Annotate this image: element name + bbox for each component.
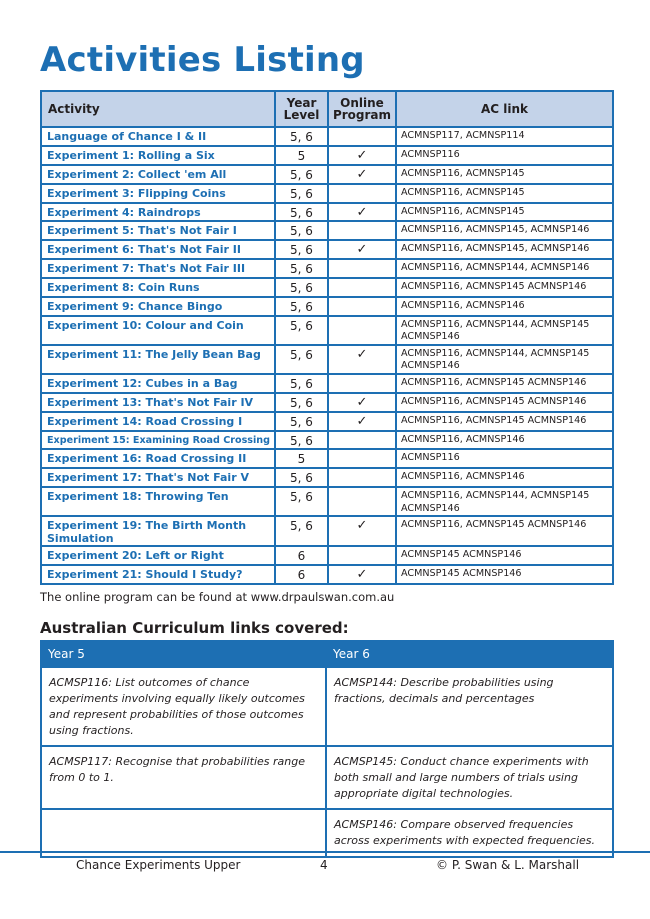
table-row: [41, 297, 613, 316]
year-level: 5, 6: [275, 240, 328, 259]
table-row: [41, 184, 613, 203]
table-row: [41, 431, 613, 450]
activity-name: Experiment 17: That's Not Fair V: [41, 468, 275, 487]
online-check: ✓: [328, 203, 396, 222]
header-year-level: [275, 91, 328, 127]
footer-copyright: © P. Swan & L. Marshall: [436, 858, 580, 872]
year-level: 6: [275, 565, 328, 584]
ac-link: ACMNSP116, ACMNSP145: [396, 184, 613, 203]
activity-name: Experiment 2: Collect 'em All: [41, 165, 275, 184]
year-6-outcome: ACMSP144: Describe probabilities using fractions, decimals and percentages: [326, 667, 613, 746]
year-level: 5: [275, 146, 328, 165]
online-check: ✓: [328, 393, 396, 412]
table-row: [41, 221, 613, 240]
ac-link: ACMNSP116, ACMNSP144, ACMNSP145 ACMNSP146: [396, 316, 613, 345]
year-level: 5, 6: [275, 297, 328, 316]
activity-name: Experiment 18: Throwing Ten: [41, 487, 275, 516]
page-title: Activities Listing: [40, 40, 365, 80]
links-header-row: [41, 641, 613, 667]
footer-book-title: Chance Experiments Upper: [76, 858, 241, 872]
activity-name: Experiment 21: Should I Study?: [41, 565, 275, 584]
header-activity: Activity: [41, 91, 275, 127]
table-row: [41, 240, 613, 259]
online-check: ✓: [328, 165, 396, 184]
header-year-line1: Year: [286, 96, 317, 110]
table-row: [41, 203, 613, 222]
year-5-outcome: [41, 809, 326, 857]
online-check: ✓: [328, 146, 396, 165]
activity-name: Experiment 12: Cubes in a Bag: [41, 374, 275, 393]
table-row: [41, 278, 613, 297]
year-level: 5: [275, 449, 328, 468]
online-check: [328, 487, 396, 516]
ac-link: ACMNSP116, ACMNSP145, ACMNSP146: [396, 221, 613, 240]
ac-link: ACMNSP116, ACMNSP145 ACMNSP146: [396, 412, 613, 431]
ac-link: ACMNSP116, ACMNSP145 ACMNSP146: [396, 516, 613, 546]
header-online-line2: Program: [332, 108, 392, 122]
table-row: [41, 449, 613, 468]
footer-page-number: 4: [320, 858, 328, 872]
header-online-line1: Online: [340, 96, 384, 110]
year-6-outcome: ACMSP145: Conduct chance experiments with both small and large numbers of trials using appropriate digital technologies.: [326, 746, 613, 809]
year-level: 5, 6: [275, 184, 328, 203]
links-row: [41, 746, 613, 809]
ac-link: ACMNSP116, ACMNSP145 ACMNSP146: [396, 374, 613, 393]
table-row: [41, 127, 613, 146]
online-check: [328, 297, 396, 316]
year-level: 5, 6: [275, 221, 328, 240]
activity-name: Experiment 6: That's Not Fair II: [41, 240, 275, 259]
activity-name: Experiment 13: That's Not Fair IV: [41, 393, 275, 412]
ac-link: ACMNSP116: [396, 146, 613, 165]
online-check: [328, 449, 396, 468]
footer-divider: [0, 851, 650, 853]
online-check: [328, 259, 396, 278]
header-online-program: [328, 91, 396, 127]
online-check: [328, 468, 396, 487]
year-level: 5, 6: [275, 278, 328, 297]
activity-name: Experiment 9: Chance Bingo: [41, 297, 275, 316]
year-level: 5, 6: [275, 487, 328, 516]
ac-link: ACMNSP116, ACMNSP144, ACMNSP145 ACMNSP146: [396, 487, 613, 516]
activity-name: Experiment 10: Colour and Coin: [41, 316, 275, 345]
online-check: [328, 278, 396, 297]
ac-link: ACMNSP116, ACMNSP145 ACMNSP146: [396, 278, 613, 297]
curriculum-links-table: [40, 640, 614, 858]
ac-link: ACMNSP145 ACMNSP146: [396, 546, 613, 565]
table-row: [41, 487, 613, 516]
table-row: [41, 374, 613, 393]
activities-header-row: [41, 91, 613, 127]
online-program-note: The online program can be found at www.drpaulswan.com.au: [40, 590, 395, 604]
online-check: [328, 374, 396, 393]
year-level: 5, 6: [275, 374, 328, 393]
year-level: 5, 6: [275, 412, 328, 431]
year-level: 5, 6: [275, 345, 328, 374]
year-level: 5, 6: [275, 127, 328, 146]
activity-name: Experiment 8: Coin Runs: [41, 278, 275, 297]
year-level: 5, 6: [275, 165, 328, 184]
header-year-6: Year 6: [326, 641, 613, 667]
online-check: ✓: [328, 240, 396, 259]
table-row: [41, 393, 613, 412]
year-level: 5, 6: [275, 259, 328, 278]
table-row: [41, 259, 613, 278]
activities-table: [40, 90, 614, 585]
table-row: [41, 565, 613, 584]
links-row: [41, 667, 613, 746]
links-row: [41, 809, 613, 857]
ac-link: ACMNSP116, ACMNSP145: [396, 165, 613, 184]
table-row: [41, 345, 613, 374]
year-level: 5, 6: [275, 316, 328, 345]
activity-name: Experiment 4: Raindrops: [41, 203, 275, 222]
online-check: ✓: [328, 412, 396, 431]
activity-name: Experiment 16: Road Crossing II: [41, 449, 275, 468]
ac-link: ACMNSP116, ACMNSP145, ACMNSP146: [396, 240, 613, 259]
activity-name: Experiment 20: Left or Right: [41, 546, 275, 565]
ac-link: ACMNSP116, ACMNSP144, ACMNSP145 ACMNSP146: [396, 345, 613, 374]
year-5-outcome: ACMSP117: Recognise that probabilities range from 0 to 1.: [41, 746, 326, 809]
table-row: [41, 316, 613, 345]
activity-name: Language of Chance I & II: [41, 127, 275, 146]
activity-name: Experiment 19: The Birth Month Simulation: [41, 516, 275, 546]
ac-link: ACMNSP116, ACMNSP144, ACMNSP146: [396, 259, 613, 278]
online-check: [328, 546, 396, 565]
ac-link: ACMNSP116, ACMNSP146: [396, 468, 613, 487]
ac-link: ACMNSP116: [396, 449, 613, 468]
year-level: 5, 6: [275, 203, 328, 222]
online-check: ✓: [328, 565, 396, 584]
activity-name: Experiment 7: That's Not Fair III: [41, 259, 275, 278]
online-check: [328, 431, 396, 450]
table-row: [41, 146, 613, 165]
year-level: 5, 6: [275, 516, 328, 546]
header-ac-link: AC link: [396, 91, 613, 127]
header-year-5: Year 5: [41, 641, 326, 667]
year-6-outcome: ACMSP146: Compare observed frequencies across experiments with expected frequencies.: [326, 809, 613, 857]
activity-name: Experiment 3: Flipping Coins: [41, 184, 275, 203]
year-level: 5, 6: [275, 468, 328, 487]
online-check: [328, 184, 396, 203]
table-row: [41, 516, 613, 546]
online-check: ✓: [328, 345, 396, 374]
year-level: 5, 6: [275, 393, 328, 412]
online-check: ✓: [328, 516, 396, 546]
year-5-outcome: ACMSP116: List outcomes of chance experiments involving equally likely outcomes and represent probabilities of those outcomes using fractions.: [41, 667, 326, 746]
ac-link: ACMNSP116, ACMNSP145 ACMNSP146: [396, 393, 613, 412]
activity-name: Experiment 1: Rolling a Six: [41, 146, 275, 165]
activity-name: Experiment 15: Examining Road Crossing: [41, 431, 275, 450]
activity-name: Experiment 11: The Jelly Bean Bag: [41, 345, 275, 374]
table-row: [41, 412, 613, 431]
year-level: 6: [275, 546, 328, 565]
table-row: [41, 546, 613, 565]
curriculum-links-heading: Australian Curriculum links covered:: [40, 619, 349, 637]
table-row: [41, 165, 613, 184]
online-check: [328, 127, 396, 146]
ac-link: ACMNSP116, ACMNSP145: [396, 203, 613, 222]
year-level: 5, 6: [275, 431, 328, 450]
activity-name: Experiment 5: That's Not Fair I: [41, 221, 275, 240]
ac-link: ACMNSP116, ACMNSP146: [396, 431, 613, 450]
ac-link: ACMNSP116, ACMNSP146: [396, 297, 613, 316]
online-check: [328, 316, 396, 345]
header-year-line2: Level: [283, 108, 320, 122]
online-check: [328, 221, 396, 240]
activity-name: Experiment 14: Road Crossing I: [41, 412, 275, 431]
ac-link: ACMNSP145 ACMNSP146: [396, 565, 613, 584]
ac-link: ACMNSP117, ACMNSP114: [396, 127, 613, 146]
table-row: [41, 468, 613, 487]
